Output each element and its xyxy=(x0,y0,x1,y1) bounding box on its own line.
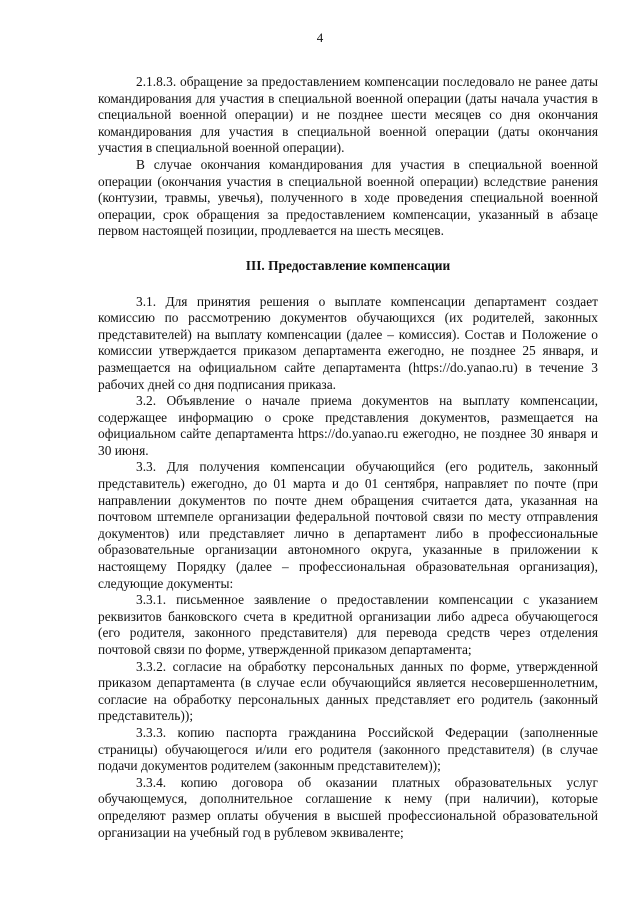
paragraph-3-3-4: 3.3.4. копию договора об оказании платных образовательных услуг обучающемуся, дополнительное соглашение к нему (при наличии), которые определяют размер оплаты обучения в высшей профессиональной образовательной организации на учебный год в рублевом эквиваленте; xyxy=(98,774,598,840)
paragraph-3-3-1: 3.3.1. письменное заявление о предоставлении компенсации с указанием реквизитов банковского счета в кредитной организации либо адреса обучающегося (его родителя, законного представителя) для перевода средств через отделения почтовой связи по форме, утвержденной приказом департамента; xyxy=(98,592,598,657)
paragraph-3-2: 3.2. Объявление о начале приема документов на выплату компенсации, содержащее информацию о сроке представления документов, размещается на официальном сайте департамента https://do.yanao.ru ежегодно, не позднее 30 января и 30 июня. xyxy=(98,393,598,458)
document-body xyxy=(98,74,598,841)
paragraph-3-3-2: 3.3.2. согласие на обработку персональных данных по форме, утвержденной приказом департамента (в случае если обучающийся является несовершеннолетним, согласие на обработку персональных данных представляет его родитель (законный представитель)); xyxy=(98,658,598,724)
page-number: 4 xyxy=(316,30,324,45)
paragraph-2-1-8-3: 2.1.8.3. обращение за предоставлением компенсации последовало не ранее даты командирования для участия в специальной военной операции (даты начала участия в специальной военной операции) и не позднее шести месяцев со дня окончания командирования для участия в специальной военной операции (даты окончания участия в специальной военной операции). xyxy=(98,74,598,156)
section-heading: III. Предоставление компенсации xyxy=(245,257,451,273)
paragraph-extension-note: В случае окончания командирования для участия в специальной военной операции (окончания участия в специальной военной операции) вследствие ранения (контузии, травмы, увечья), полученного в ходе проведения специальной военной операции, срок обращения за предоставлением компенсации, указанный в абзаце первом настоящей позиции, продлевается на шесть месяцев. xyxy=(98,156,598,239)
paragraph-3-3: 3.3. Для получения компенсации обучающийся (его родитель, законный представитель) ежегодно, до 01 марта и до 01 сентября, направляет по почте (при направлении документов по почте днем обращения считается дата, указанная на почтовом штемпеле организации федеральной почтовой связи по месту отправления документов) или представляет лично в департамент либо в профессиональные образовательные организации автономного округа, указанные в приложении к настоящему Порядку (далее – профессиональная образовательная организация), следующие документы: xyxy=(98,459,598,591)
paragraph-3-3-3: 3.3.3. копию паспорта гражданина Российской Федерации (заполненные страницы) обучающегося и/или его родителя (законного представителя) (в случае подачи документов родителем (законным представителем)); xyxy=(98,724,598,774)
paragraph-3-1: 3.1. Для принятия решения о выплате компенсации департамент создает комиссию по рассмотрению документов обучающихся (их родителей, законных представителей) на выплату компенсации (далее – комиссия). Состав и Положение о комиссии утверждается приказом департамента ежегодно, не позднее 25 января, и размещается на официальном сайте департамента (https://do.yanao.ru) в течение 3 рабочих дней со дня подписания приказа. xyxy=(98,293,598,392)
